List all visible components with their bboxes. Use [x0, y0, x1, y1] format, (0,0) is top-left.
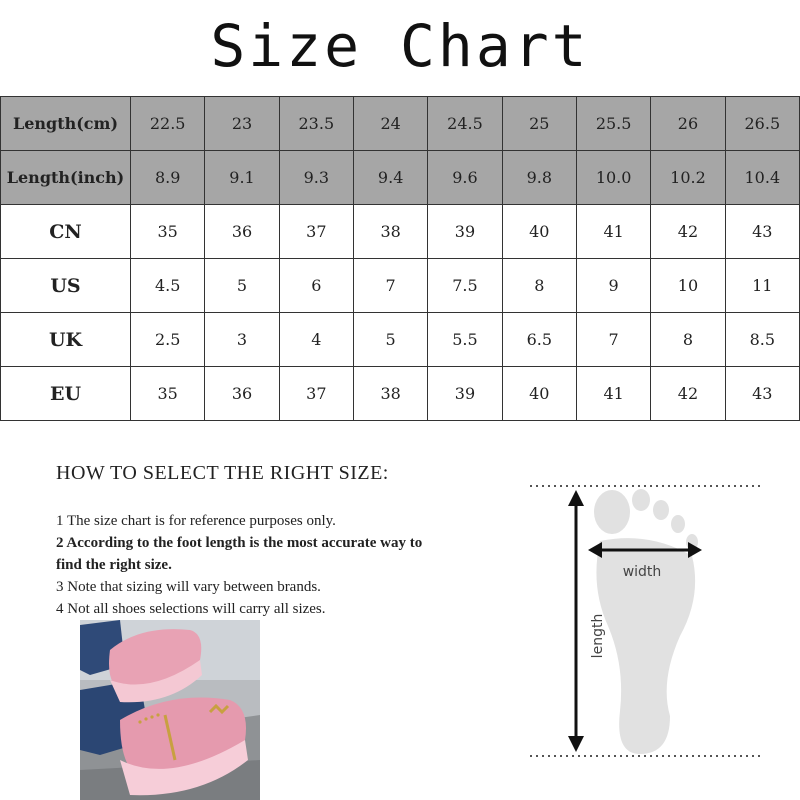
table-cell: 8: [651, 313, 725, 367]
table-cell: 10: [651, 259, 725, 313]
table-cell: 9.8: [502, 151, 576, 205]
table-cell: 35: [131, 205, 205, 259]
page-title: Size Chart: [210, 12, 590, 80]
table-cell: 24: [353, 97, 427, 151]
table-cell: 22.5: [131, 97, 205, 151]
table-cell: 8.5: [725, 313, 799, 367]
table-cell: 11: [725, 259, 799, 313]
table-cell: 5: [353, 313, 427, 367]
table-cell: 38: [353, 205, 427, 259]
table-cell: 24.5: [428, 97, 502, 151]
table-cell: 39: [428, 205, 502, 259]
table-cell: 38: [353, 367, 427, 421]
table-cell: 9: [576, 259, 650, 313]
table-cell: 39: [428, 367, 502, 421]
table-row: [1, 205, 800, 259]
product-photo: [80, 620, 260, 800]
foot-measurement-diagram: [520, 476, 760, 766]
table-cell: 35: [131, 367, 205, 421]
table-cell: 42: [651, 205, 725, 259]
table-cell: 25: [502, 97, 576, 151]
table-cell: 6: [279, 259, 353, 313]
table-cell: 40: [502, 205, 576, 259]
table-cell: 9.3: [279, 151, 353, 205]
note-2: 2 According to the foot length is the most accurate way to find the right size.: [56, 535, 423, 573]
table-cell: 25.5: [576, 97, 650, 151]
table-cell: 41: [576, 367, 650, 421]
table-cell: 3: [205, 313, 279, 367]
table-cell: 23.5: [279, 97, 353, 151]
length-label: length: [590, 613, 606, 659]
table-cell: 10.0: [576, 151, 650, 205]
note-3: 3 Note that sizing will vary between brands.: [56, 579, 321, 595]
row-label: US: [1, 259, 131, 313]
howto-notes: [56, 510, 436, 620]
table-cell: 10.4: [725, 151, 799, 205]
table-cell: 23: [205, 97, 279, 151]
table-cell: 5: [205, 259, 279, 313]
table-row: [1, 97, 800, 151]
table-cell: 42: [651, 367, 725, 421]
table-cell: 4: [279, 313, 353, 367]
row-label: UK: [1, 313, 131, 367]
table-cell: 37: [279, 205, 353, 259]
table-cell: 9.4: [353, 151, 427, 205]
table-row: [1, 151, 800, 205]
table-cell: 9.1: [205, 151, 279, 205]
howto-title: HOW TO SELECT THE RIGHT SIZE:: [56, 462, 389, 484]
table-cell: 2.5: [131, 313, 205, 367]
table-cell: 41: [576, 205, 650, 259]
table-cell: 7.5: [428, 259, 502, 313]
row-label: Length(inch): [1, 151, 131, 205]
table-cell: 6.5: [502, 313, 576, 367]
table-cell: 7: [576, 313, 650, 367]
table-cell: 5.5: [428, 313, 502, 367]
table-cell: 43: [725, 367, 799, 421]
table-row: [1, 259, 800, 313]
table-cell: 26.5: [725, 97, 799, 151]
table-cell: 8.9: [131, 151, 205, 205]
table-cell: 43: [725, 205, 799, 259]
table-row: [1, 367, 800, 421]
size-chart-table: [0, 96, 800, 421]
row-label: CN: [1, 205, 131, 259]
width-label: width: [622, 564, 662, 580]
row-label: EU: [1, 367, 131, 421]
table-cell: 9.6: [428, 151, 502, 205]
table-cell: 40: [502, 367, 576, 421]
table-cell: 10.2: [651, 151, 725, 205]
table-cell: 4.5: [131, 259, 205, 313]
table-cell: 7: [353, 259, 427, 313]
note-1: 1 The size chart is for reference purposes only.: [56, 513, 336, 529]
table-row: [1, 313, 800, 367]
table-cell: 37: [279, 367, 353, 421]
table-cell: 36: [205, 205, 279, 259]
table-cell: 36: [205, 367, 279, 421]
table-cell: 8: [502, 259, 576, 313]
table-cell: 26: [651, 97, 725, 151]
row-label: Length(cm): [1, 97, 131, 151]
note-4: 4 Not all shoes selections will carry all sizes.: [56, 601, 326, 617]
